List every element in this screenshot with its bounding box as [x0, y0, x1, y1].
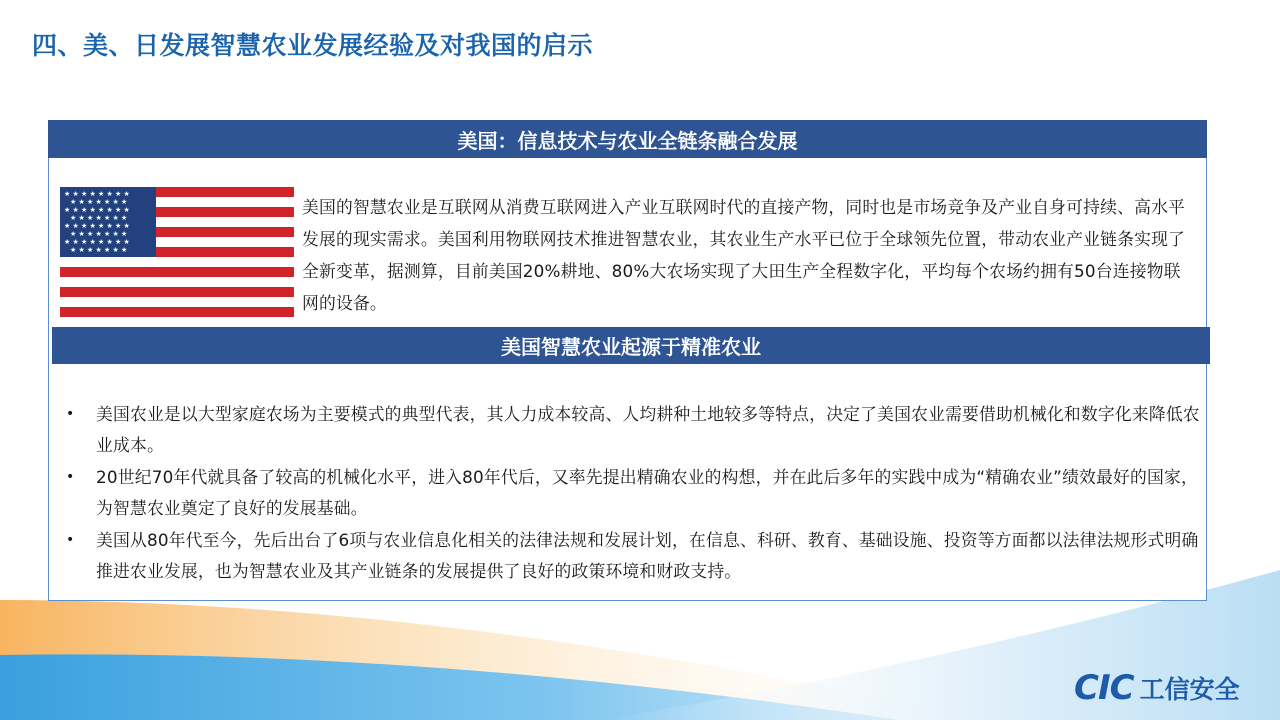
bullet-item	[62, 525, 1202, 587]
svg-text:★ ★ ★ ★ ★ ★ ★ ★: ★ ★ ★ ★ ★ ★ ★ ★	[64, 190, 130, 198]
usa-paragraph: 美国的智慧农业是互联网从消费互联网进入产业互联网时代的直接产物，同时也是市场竞争及产业自身可持续、高水平发展的现实需求。美国利用物联网技术推进智慧农业，其农业生产水平已位于全球领先位置，带动农业产业链条实现了全新变革，据测算，目前美国20%耕地、80%大农场实现了大田生产全程数字化，平均每个农场约拥有50台连接物联网的设备。	[302, 197, 1186, 313]
bullet-text: 美国农业是以大型家庭农场为主要模式的典型代表，其人力成本较高、人均耕种土地较多等特点，决定了美国农业需要借助机械化和数字化来降低农业成本。	[96, 404, 1200, 455]
svg-text:★ ★ ★ ★ ★ ★ ★ ★: ★ ★ ★ ★ ★ ★ ★ ★	[64, 238, 130, 246]
origin-bullet-list	[62, 399, 1202, 588]
company-logo	[1074, 668, 1240, 708]
svg-text:★ ★ ★ ★ ★ ★ ★: ★ ★ ★ ★ ★ ★ ★	[70, 198, 128, 206]
logo-mark: CIC	[1074, 668, 1134, 708]
bullet-icon: •	[66, 532, 75, 548]
svg-text:★ ★ ★ ★ ★ ★ ★: ★ ★ ★ ★ ★ ★ ★	[70, 214, 128, 222]
bullet-icon: •	[66, 469, 75, 485]
page-title: 四、美、日发展智慧农业发展经验及对我国的启示	[32, 31, 594, 60]
usa-section-header: 美国：信息技术与农业全链条融合发展	[48, 120, 1207, 158]
svg-text:★ ★ ★ ★ ★ ★ ★ ★: ★ ★ ★ ★ ★ ★ ★ ★	[64, 222, 130, 230]
svg-text:★ ★ ★ ★ ★ ★ ★: ★ ★ ★ ★ ★ ★ ★	[70, 246, 128, 254]
svg-text:★ ★ ★ ★ ★ ★ ★ ★: ★ ★ ★ ★ ★ ★ ★ ★	[64, 206, 130, 214]
bullet-icon: •	[66, 406, 75, 422]
bullet-text: 美国从80年代至今，先后出台了6项与农业信息化相关的法律法规和发展计划，在信息、科研、教育、基础设施、投资等方面都以法律法规形式明确推进农业发展，也为智慧农业及其产业链条的发展提供了良好的政策环境和财政支持。	[96, 530, 1199, 581]
logo-text: 工信安全	[1139, 675, 1240, 704]
svg-text:★ ★ ★ ★ ★ ★ ★: ★ ★ ★ ★ ★ ★ ★	[70, 230, 128, 238]
us-flag-icon	[60, 187, 294, 317]
bullet-item	[62, 399, 1202, 461]
bullet-item	[62, 462, 1202, 524]
origin-section-header: 美国智慧农业起源于精准农业	[52, 327, 1210, 364]
bullet-text: 20世纪70年代就具备了较高的机械化水平，进入80年代后，又率先提出精确农业的构想，并在此后多年的实践中成为“精确农业”绩效最好的国家，为智慧农业奠定了良好的发展基础。	[96, 467, 1198, 518]
